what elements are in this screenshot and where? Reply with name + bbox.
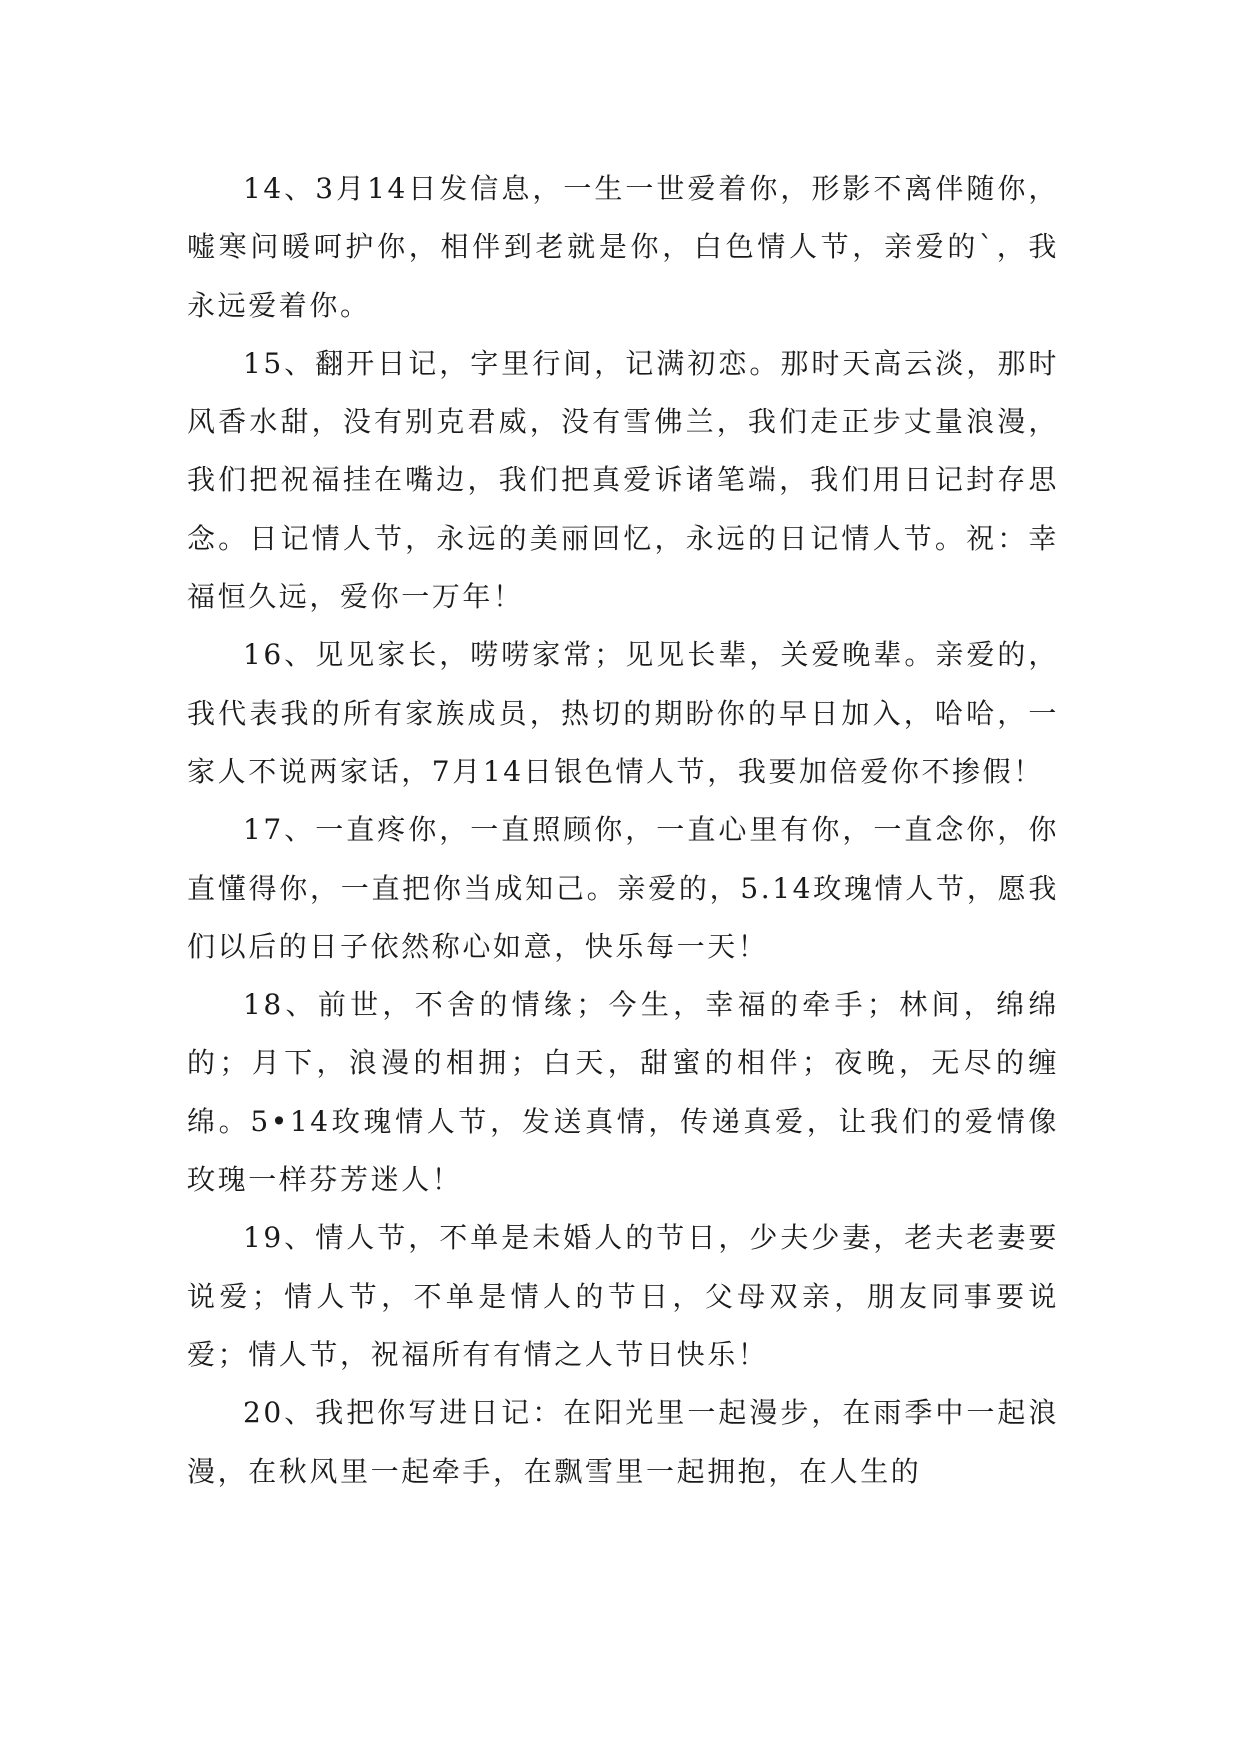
paragraph-16: 16、见见家长，唠唠家常；见见长辈，关爱晚辈。亲爱的，我代表我的所有家族成员，热切的期盼你的早日加入，哈哈，一家人不说两家话，7月14日银色情人节，我要加倍爱你不掺假！ (187, 638, 1059, 788)
paragraph-19: 19、情人节，不单是未婚人的节日，少夫少妻，老夫老妻要说爱；情人节，不单是情人的节日，父母双亲，朋友同事要说爱；情人节，祝福所有有情之人节日快乐！ (187, 1221, 1059, 1371)
document-body (187, 160, 1059, 1501)
paragraph-15: 15、翻开日记，字里行间，记满初恋。那时天高云淡，那时风香水甜，没有别克君威，没有雪佛兰，我们走正步丈量浪漫，我们把祝福挂在嘴边，我们把真爱诉诸笔端，我们用日记封存思念。日记情人节，永远的美丽回忆，永远的日记情人节。祝：幸福恒久远，爱你一万年！ (187, 346, 1059, 614)
paragraph-18: 18、前世，不舍的情缘；今生，幸福的牵手；林间，绵绵的；月下，浪漫的相拥；白天，甜蜜的相伴；夜晚，无尽的缠绵。5•14玫瑰情人节，发送真情，传递真爱，让我们的爱情像玫瑰一样芬芳迷人！ (187, 988, 1059, 1197)
paragraph-17: 17、一直疼你，一直照顾你，一直心里有你，一直念你，你直懂得你，一直把你当成知己。亲爱的，5.14玫瑰情人节，愿我们以后的日子依然称心如意，快乐每一天！ (187, 813, 1059, 963)
paragraph-20: 20、我把你写进日记：在阳光里一起漫步，在雨季中一起浪漫，在秋风里一起牵手，在飘雪里一起拥抱，在人生的 (187, 1396, 1059, 1488)
paragraph-14: 14、3月14日发信息，一生一世爱着你，形影不离伴随你，嘘寒问暖呵护你，相伴到老就是你，白色情人节，亲爱的`，我永远爱着你。 (187, 172, 1059, 322)
